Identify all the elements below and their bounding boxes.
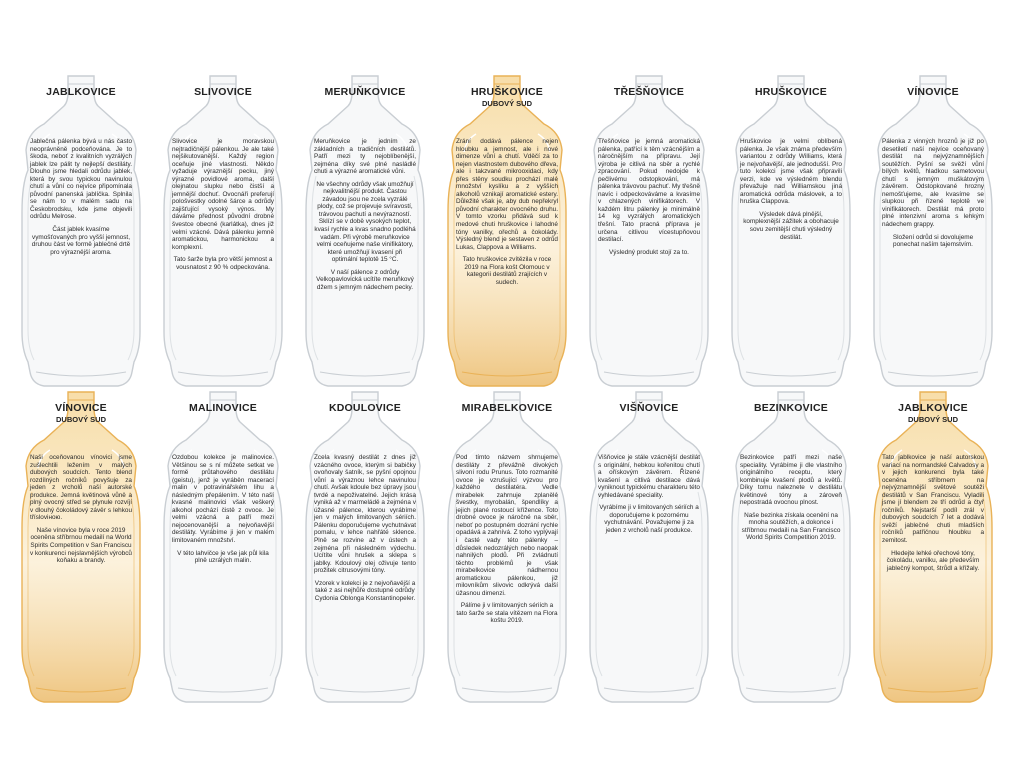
- product-title: TŘEŠŇOVICE: [613, 86, 685, 98]
- description-paragraph: Tato šarže byla pro větší jemnost a vousnatost z 90 % odpeckována.: [173, 256, 273, 271]
- description-paragraph: Naše bezinka získala ocenění na mnoha soutěžích, a dokonce i stříbrnou medaili na San Francisco World Spirits Competition 2019.: [741, 511, 841, 542]
- product-description: [598, 454, 700, 539]
- description-paragraph: Pálíme ji v limitovaných sériích a tato šarže se stala vítězem na Flora koštu 2019.: [456, 602, 558, 625]
- product-title: VÍNOVICE: [907, 86, 959, 98]
- description-paragraph: Výsledný produkt stojí za to.: [609, 248, 689, 256]
- product-bottle: [436, 388, 578, 710]
- product-subtitle: DUBOVÝ SUD: [907, 415, 958, 424]
- description-paragraph: Pod tímto názvem shrnujeme destiláty z převážně divokých slivoní rodu Prunus. Toto rozmanité ovoce je vzrušující výzvou pro každého destilatéra. Vedle mirabelek zahrnuje zplanělé švestky, myrobalán, špendlíky a jejich plané rostoucí křížence. Toto drobné ovoce je náročné na sběr, neboť po postupném dozrání rychle opadává a zahnívá. Z toho vyplývají i časté vady této pálenky – důsledek nedozrálých nebo naopak nahnilých plodů. Při zvládnutí těchto problémů je však mirabelkovice nádhernou aromatickou pálenkou, již milovníkům slivovic odkrývá další úžasnou dimenzi.: [456, 454, 558, 597]
- product-title: HRUŠKOVICE: [470, 86, 543, 98]
- product-bottle: [152, 388, 294, 710]
- product-title: JABLKOVICE: [46, 86, 116, 98]
- description-paragraph: V této lahvičce je vše jak půl kila plně uzrálých malin.: [177, 549, 269, 565]
- description-paragraph: Pálenka z vinných hroznů je již po desetiletí naší nejvíce oceňovaný destilát na nejvýznamnějších soutěžích. Pyšní se svěží vůní bílých květů, hladkou sametovou chutí s jemným muškátovým závěrem. Odstopkované hrozny nemošťujeme, ale kvasíme se slupkou při řízené teplotě ve vinifikátorech. Destilát má proto plné intenzivní aroma s lehkým nádechem grappy.: [882, 138, 984, 229]
- product-title: MALINOVICE: [189, 402, 257, 414]
- product-bottle: [10, 388, 152, 710]
- description-paragraph: Zrání dodává pálence nejen hloubku a jemnost, ale i nové dimenze vůní a chutí. Vděčí za to nejen vlastnostem dubového dřeva, ale i takzvané mikrooxidaci, kdy přes stěny soudku prochází malé množství kyslíku a z vyšších alkoholů vznikají aromatické estery. Důležité však je, aby dub nepřekryl původní charakter ovocného druhu. V tomto vzorku přidává sud k medové chuti hruškovice i lahodné tóny vanilky, ořechů a čokolády. Výsledný blend je sestaven z odrůd Lukas, Clappova a Williams.: [456, 138, 558, 251]
- product-description: [30, 454, 132, 570]
- product-title: HRUŠKOVICE: [754, 86, 827, 98]
- product-title: KDOULOVICE: [328, 402, 401, 414]
- product-bottle: [862, 72, 1004, 394]
- description-paragraph: Jablečná pálenka bývá u nás často neoprávněně podceňována. Je to škoda, neboť z kvalitních vyzrálých jablek lze pálit ty nejlepší destiláty. Dlouho jsme hledali odrůdu jablek, která by svou typickou navinulou chutí a vůní co nejvíce připomínala původní panenská jablíčka. Splnila se nám to v malém sadu na Českobrodsku, kde jsme objevili odrůdu Melrose.: [30, 138, 132, 221]
- product-subtitle: DUBOVÝ SUD: [55, 415, 106, 424]
- product-bottle: [720, 72, 862, 394]
- description-paragraph: Naše vínovice byla v roce 2019 oceněna stříbrnou medailí na World Spirits Competition v San Franciscu v konkurenci nejslavnějších výrobců koňaku a brandy.: [30, 526, 132, 565]
- description-paragraph: Slivovice je moravskou nejtradičnější pálenkou. Je ale také nejšikutovanější. Každý region oceňuje jiné vlastnosti. Někdo vyžaduje výraznější pecku, jiný výrazné povidlové aroma, další olejnatou slupku nebo čistší a jemnější dochuť. Ovocnáři preferují pološvestky odolné šárce a odrůdy zajišťující vysoký výnos. My dáváme přednost původní drobné švestce obecné (karlátka), dnes již velmi vzácné. Dává pálenku jemně aromatickou, harmonickou a komplexní.: [172, 138, 274, 251]
- description-paragraph: Část jablek kvasíme vymošťovaných pro vyšší jemnost, druhou část ve formě jablečné drtě pro výraznější aroma.: [31, 226, 131, 256]
- product-title: MERUŇKOVICE: [324, 86, 406, 98]
- description-paragraph: Třešňovice je jemná aromatická pálenka, patřící k těm vzácnějším a náročnějším na přípravu. Její výroba je citlivá na sběr a rychlé zpracování. Pokud nedojde k pečlivému odstopkování, má pálenka trávovou pachuť. My třešně navíc i odpeckováváme a kvasíme v chlazených vinifikátorech. V každém litru pálenky je minimálně 14 kg vyzrálých aromatických třešní. Tato pracná příprava je určena citlivou vícestupňovou destilací.: [598, 138, 700, 244]
- product-description: [314, 138, 416, 296]
- product-title: SLIVOVICE: [194, 86, 252, 98]
- product-description: [740, 454, 842, 547]
- product-bottle: [578, 72, 720, 394]
- product-bottle: [862, 388, 1004, 710]
- product-title: BEZINKOVICE: [754, 402, 828, 414]
- product-title: VIŠŇOVICE: [619, 402, 679, 414]
- product-bottle: [10, 72, 152, 394]
- description-paragraph: Tato jablkovice je naší autorskou variací na normandské Calvadosy a v jejich konkurenci byla také oceněna stříbrnem na nejvýznamnější světové soutěži destilátů v San Franciscu. Vyladili jsme jí blendem ze tří odrůd a čtyř ročníků. Nejstarší podíl zrál v dubových soudcích 7 let a dodává svěží jablečné chuti mladších ročníků patřičnou hloubku a zemitost.: [882, 454, 984, 545]
- product-bottle: [294, 388, 436, 710]
- product-description: [172, 138, 274, 276]
- product-bottle: [436, 72, 578, 394]
- product-description: [172, 454, 274, 570]
- product-title: MIRABELKOVICE: [461, 402, 553, 414]
- product-description: [882, 138, 984, 254]
- product-description: [30, 138, 132, 261]
- product-bottle: [578, 388, 720, 710]
- product-subtitle: DUBOVÝ SUD: [481, 99, 532, 108]
- description-paragraph: V naší pálence z odrůdy Velkopavlovická ucítíte meruňkový džem s jemným nádechem pecky.: [316, 268, 414, 291]
- description-paragraph: Složení odrůd si dovolujeme ponechat naším tajemstvím.: [892, 233, 974, 249]
- bottle-glass: [578, 388, 720, 710]
- description-paragraph: Naši oceňovanou vínovici jsme zušlechtili ležením v malých dubových soudcích. Tento blend rozdílných ročníků povyšuje za jeden z vrcholů naší autorské produkce. Jemná květinová vůně a plný ovocný střed se plynule rozvíjí v dlouhý čokoládový závěr s lehkou třísloviною.: [30, 454, 132, 522]
- description-paragraph: Tato hruškovice zvítězila v roce 2019 na Flora košt Olomouc v kategorii destilátů zrajících v sudech.: [462, 256, 552, 286]
- product-description: [314, 454, 416, 607]
- description-paragraph: Meruňkovice je jedním ze základních a tradičních destilátů. Patří mezi ty nejoblíbenější, zejména díky své plné nasládlé chuti a výrazné aromatické vůni.: [314, 138, 416, 176]
- description-paragraph: Višňovice je stále vzácnější destilát s originální, hebkou kořenitou chutí a ořískovým závěrem. Řízené kvašení a citlivá destilace dává vyniknout typickému charakteru této vyhledávané speciality.: [598, 454, 700, 499]
- description-paragraph: Ozdobou kolekce je malinovice. Většinou se s ní můžete setkat ve formě průtahového destilátu (geistu), jenž je vyráběn macerací malin v potravinářském lihu a následným přepálením. V této naší kvasné malinovici však veškerý alkohol pochází čistě z ovoce. Je velmi vzácná a patří mezi nejocenovanější a nejvoňavější destiláty. Vyrábíme ji jen v malém limitovaném množství.: [172, 454, 274, 545]
- description-paragraph: Vyrábíme ji v limitovaných sériích a doporučujeme k pozornému vychutnávání. Považujeme ji za jeden z vrcholů naší produkce.: [599, 504, 699, 534]
- description-paragraph: Bezinkovice patří mezi naše speciality. Vyrábíme ji dle vlastního originálního receptu, který kombinuje kvašení plodů a květů. Díky tomu naleznete v destilátu květinové tóny a zároveň nepostradá ovocnou plnost.: [740, 454, 842, 507]
- product-description: [598, 138, 700, 261]
- description-paragraph: Hruškovice je velmi oblíbená pálenka. Je však známa především variantou z odrůdy Williams, která je nejvoňavější, ale jednodušší. Pro tuto kolekci jsme však připravili verzi, kde ve výsledném blendu převažuje nad Williamskou jiná aromatická odrůda máslovek, a to hruška Clappova.: [740, 138, 842, 206]
- description-paragraph: Výsledek dává plnější, komplexnější zážitek a obohacuje sovu zemitější chuti výsledný destilát.: [743, 210, 839, 241]
- description-paragraph: Zcela kvasný destilát z dnes již vzácného ovoce, kterým si babičky ovoňovaly šatník, se pyšní opojnou vůní a výraznou lehce navinulou chutí. Avšak kdoule bez úpravy jsou tvrdé a nepoživatelné. Jejich krása vyniká až v marmeládě a zejména v úžasné pálence, kterou vyrábíme jen v malých limitovaných sériích. Pálenku doporučujeme vychutnávat pomalu, v lehce nahřáté sklence. Plně se rozvine až v ústech a zejména při následném výdechu. Ucítíte vůni hrušek a sklepa s jablky. Kdoulový olej oživuje tento prožitek citrusovými tóny.: [314, 454, 416, 575]
- product-title: JABLKOVICE: [898, 402, 968, 414]
- product-bottle: [152, 72, 294, 394]
- product-title: VÍNOVICE: [55, 402, 107, 414]
- description-paragraph: Hledejte lehké ořechové tóny, čokoládu, vanilku, ale především jablečný kompot, štrůdl a křížaly.: [886, 549, 980, 572]
- description-paragraph: Ne všechny odrůdy však umožňují nejkvalitnější produkt. Častou závadou jsou ne zcela vyzrálé plody, což se projevuje svíravostí, trávovou pachutí a nevýrazností. Sklízí se v době vysokých teplot, kvasí rychle a kvas snadno podléhá vadám. Při výrobě meruňkovice velmi oceňujeme naše vinifikátory, které umožňují kvasení při optimální teplotě 15 °C.: [314, 180, 416, 264]
- product-bottle: [294, 72, 436, 394]
- product-description: [740, 138, 842, 246]
- description-paragraph: Vzorek v kolekci je z nejvoňavější a také z asi nejhůře dostupné odrůdy Cydonia Oblonga Konstantinopeler.: [314, 579, 416, 602]
- product-description: [882, 454, 984, 577]
- product-description: [456, 138, 558, 291]
- product-bottle: [720, 388, 862, 710]
- product-description: [456, 454, 558, 630]
- bottle-glass: [720, 388, 862, 710]
